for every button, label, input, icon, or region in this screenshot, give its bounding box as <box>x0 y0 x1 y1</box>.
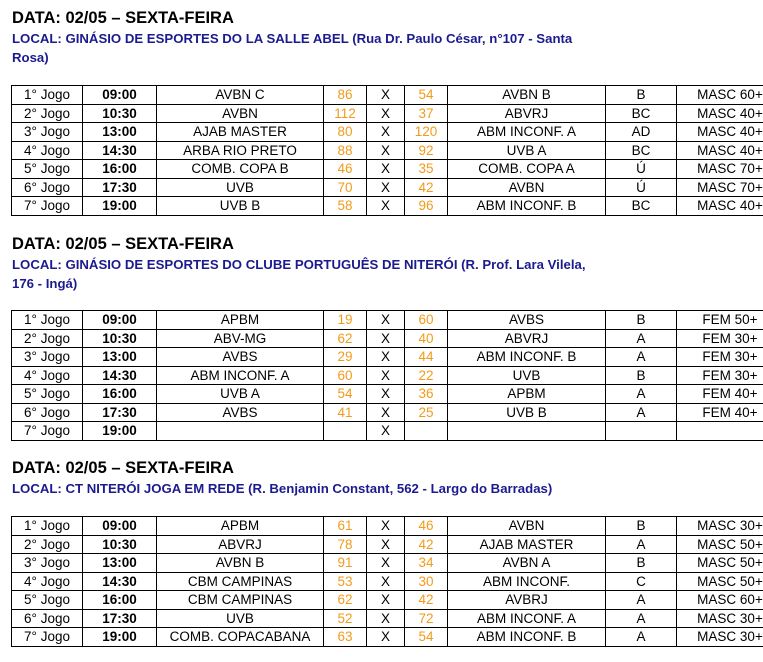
home-team-cell: UVB B <box>157 197 324 216</box>
table-row <box>12 197 763 216</box>
home-team-cell: UVB <box>157 609 324 628</box>
location-line: LOCAL: GINÁSIO DE ESPORTES DO CLUBE PORTUGUÊS DE NITERÓI (R. Prof. Lara Vilela, <box>12 257 586 272</box>
home-team-cell: CBM CAMPINAS <box>157 572 324 591</box>
versus-cell: X <box>367 591 405 610</box>
group-cell: B <box>606 517 677 536</box>
home-score-cell: 58 <box>324 197 367 216</box>
away-score-cell: 42 <box>405 591 448 610</box>
location-line: LOCAL: GINÁSIO DE ESPORTES DO LA SALLE ABEL (Rua Dr. Paulo César, n°107 - Santa <box>12 31 573 46</box>
versus-cell: X <box>367 348 405 367</box>
away-score-cell: 34 <box>405 554 448 573</box>
versus-cell: X <box>367 572 405 591</box>
game-time-cell: 19:00 <box>83 628 157 647</box>
home-score-cell: 88 <box>324 141 367 160</box>
category-cell: MASC 40+ <box>677 123 763 142</box>
game-time-cell: 09:00 <box>83 86 157 105</box>
game-number-cell: 5° Jogo <box>12 160 83 179</box>
table-row <box>12 104 763 123</box>
category-cell: FEM 30+ <box>677 329 763 348</box>
table-row <box>12 141 763 160</box>
location-line: Rosa) <box>12 50 49 65</box>
away-score-cell: 37 <box>405 104 448 123</box>
category-cell: MASC 60+ <box>677 86 763 105</box>
game-number-cell: 4° Jogo <box>12 141 83 160</box>
away-score-cell: 22 <box>405 366 448 385</box>
home-score-cell: 70 <box>324 178 367 197</box>
table-row <box>12 422 763 441</box>
game-time-cell: 17:30 <box>83 178 157 197</box>
home-team-cell: UVB A <box>157 385 324 404</box>
away-team-cell: AVBN B <box>448 86 606 105</box>
home-score-cell: 80 <box>324 123 367 142</box>
group-cell: B <box>606 366 677 385</box>
table-row <box>12 591 763 610</box>
game-number-cell: 3° Jogo <box>12 554 83 573</box>
away-score-cell: 36 <box>405 385 448 404</box>
home-score-cell: 91 <box>324 554 367 573</box>
away-score-cell: 42 <box>405 535 448 554</box>
section-location <box>12 479 672 498</box>
game-number-cell: 7° Jogo <box>12 197 83 216</box>
home-team-cell <box>157 422 324 441</box>
away-score-cell: 54 <box>405 86 448 105</box>
versus-cell: X <box>367 403 405 422</box>
group-cell: A <box>606 329 677 348</box>
group-cell: AD <box>606 123 677 142</box>
away-score-cell: 54 <box>405 628 448 647</box>
away-score-cell <box>405 422 448 441</box>
home-score-cell: 54 <box>324 385 367 404</box>
home-score-cell: 53 <box>324 572 367 591</box>
group-cell: A <box>606 403 677 422</box>
group-cell: BC <box>606 141 677 160</box>
versus-cell: X <box>367 123 405 142</box>
home-team-cell: AVBS <box>157 403 324 422</box>
group-cell: A <box>606 591 677 610</box>
game-time-cell: 17:30 <box>83 609 157 628</box>
category-cell: FEM 40+ <box>677 385 763 404</box>
game-time-cell: 09:00 <box>83 311 157 330</box>
home-score-cell: 63 <box>324 628 367 647</box>
home-team-cell: APBM <box>157 311 324 330</box>
game-time-cell: 13:00 <box>83 348 157 367</box>
category-cell: FEM 30+ <box>677 366 763 385</box>
category-cell: MASC 30+ <box>677 628 763 647</box>
game-number-cell: 6° Jogo <box>12 403 83 422</box>
game-time-cell: 10:30 <box>83 104 157 123</box>
versus-cell: X <box>367 535 405 554</box>
home-score-cell: 86 <box>324 86 367 105</box>
category-cell: FEM 40+ <box>677 403 763 422</box>
away-team-cell: AVBN <box>448 517 606 536</box>
versus-cell: X <box>367 385 405 404</box>
game-time-cell: 10:30 <box>83 329 157 348</box>
category-cell: MASC 70+ <box>677 178 763 197</box>
category-cell: FEM 50+ <box>677 311 763 330</box>
game-time-cell: 16:00 <box>83 385 157 404</box>
games-table <box>11 85 763 216</box>
away-score-cell: 46 <box>405 517 448 536</box>
category-cell: MASC 40+ <box>677 197 763 216</box>
category-cell: MASC 30+ <box>677 609 763 628</box>
game-number-cell: 7° Jogo <box>12 422 83 441</box>
home-score-cell: 41 <box>324 403 367 422</box>
away-score-cell: 72 <box>405 609 448 628</box>
away-team-cell: ABM INCONF. B <box>448 348 606 367</box>
versus-cell: X <box>367 554 405 573</box>
table-row <box>12 329 763 348</box>
group-cell <box>606 422 677 441</box>
table-row <box>12 311 763 330</box>
away-score-cell: 30 <box>405 572 448 591</box>
away-team-cell: UVB <box>448 366 606 385</box>
section-location <box>12 29 672 67</box>
away-team-cell <box>448 422 606 441</box>
category-cell: MASC 50+ <box>677 572 763 591</box>
table-row <box>12 535 763 554</box>
home-score-cell: 61 <box>324 517 367 536</box>
home-team-cell: AVBS <box>157 348 324 367</box>
away-score-cell: 40 <box>405 329 448 348</box>
category-cell: MASC 60+ <box>677 591 763 610</box>
home-team-cell: ARBA RIO PRETO <box>157 141 324 160</box>
away-score-cell: 96 <box>405 197 448 216</box>
away-team-cell: ABM INCONF. <box>448 572 606 591</box>
versus-cell: X <box>367 141 405 160</box>
section-date-title: DATA: 02/05 – SEXTA-FEIRA <box>12 235 234 253</box>
category-cell: MASC 50+ <box>677 535 763 554</box>
away-score-cell: 44 <box>405 348 448 367</box>
group-cell: A <box>606 609 677 628</box>
home-score-cell <box>324 422 367 441</box>
category-cell: MASC 40+ <box>677 104 763 123</box>
home-team-cell: ABM INCONF. A <box>157 366 324 385</box>
home-score-cell: 112 <box>324 104 367 123</box>
table-row <box>12 403 763 422</box>
section-date-title: DATA: 02/05 – SEXTA-FEIRA <box>12 9 234 27</box>
versus-cell: X <box>367 197 405 216</box>
home-score-cell: 60 <box>324 366 367 385</box>
section-location <box>12 255 672 293</box>
group-cell: Ú <box>606 160 677 179</box>
table-row <box>12 366 763 385</box>
home-score-cell: 19 <box>324 311 367 330</box>
group-cell: A <box>606 628 677 647</box>
home-score-cell: 29 <box>324 348 367 367</box>
away-team-cell: AJAB MASTER <box>448 535 606 554</box>
game-number-cell: 3° Jogo <box>12 123 83 142</box>
game-time-cell: 16:00 <box>83 160 157 179</box>
versus-cell: X <box>367 178 405 197</box>
table-row <box>12 160 763 179</box>
versus-cell: X <box>367 104 405 123</box>
group-cell: A <box>606 385 677 404</box>
game-number-cell: 1° Jogo <box>12 311 83 330</box>
away-team-cell: ABM INCONF. B <box>448 197 606 216</box>
game-time-cell: 14:30 <box>83 141 157 160</box>
category-cell: MASC 70+ <box>677 160 763 179</box>
category-cell: MASC 50+ <box>677 554 763 573</box>
home-team-cell: COMB. COPA B <box>157 160 324 179</box>
away-team-cell: COMB. COPA A <box>448 160 606 179</box>
table-row <box>12 348 763 367</box>
group-cell: B <box>606 311 677 330</box>
game-number-cell: 7° Jogo <box>12 628 83 647</box>
home-score-cell: 52 <box>324 609 367 628</box>
location-line: LOCAL: CT NITERÓI JOGA EM REDE (R. Benjamin Constant, 562 - Largo do Barradas) <box>12 481 553 496</box>
home-team-cell: AJAB MASTER <box>157 123 324 142</box>
games-table <box>11 516 763 647</box>
away-score-cell: 25 <box>405 403 448 422</box>
game-time-cell: 10:30 <box>83 535 157 554</box>
game-time-cell: 14:30 <box>83 572 157 591</box>
table-row <box>12 385 763 404</box>
versus-cell: X <box>367 311 405 330</box>
away-team-cell: UVB B <box>448 403 606 422</box>
group-cell: BC <box>606 104 677 123</box>
location-line: 176 - Ingá) <box>12 276 78 291</box>
games-table <box>11 310 763 441</box>
away-team-cell: UVB A <box>448 141 606 160</box>
versus-cell: X <box>367 517 405 536</box>
game-number-cell: 6° Jogo <box>12 609 83 628</box>
category-cell <box>677 422 763 441</box>
game-time-cell: 09:00 <box>83 517 157 536</box>
game-number-cell: 2° Jogo <box>12 104 83 123</box>
home-score-cell: 78 <box>324 535 367 554</box>
table-row <box>12 609 763 628</box>
game-number-cell: 6° Jogo <box>12 178 83 197</box>
category-cell: MASC 30+ <box>677 517 763 536</box>
group-cell: A <box>606 348 677 367</box>
versus-cell: X <box>367 86 405 105</box>
table-row <box>12 178 763 197</box>
game-time-cell: 17:30 <box>83 403 157 422</box>
home-team-cell: COMB. COPACABANA <box>157 628 324 647</box>
table-row <box>12 86 763 105</box>
home-team-cell: APBM <box>157 517 324 536</box>
group-cell: Ú <box>606 178 677 197</box>
game-number-cell: 3° Jogo <box>12 348 83 367</box>
group-cell: B <box>606 86 677 105</box>
versus-cell: X <box>367 160 405 179</box>
game-time-cell: 19:00 <box>83 422 157 441</box>
away-team-cell: AVBRJ <box>448 591 606 610</box>
section-date-title: DATA: 02/05 – SEXTA-FEIRA <box>12 459 234 477</box>
game-number-cell: 4° Jogo <box>12 572 83 591</box>
away-score-cell: 92 <box>405 141 448 160</box>
versus-cell: X <box>367 422 405 441</box>
game-number-cell: 1° Jogo <box>12 517 83 536</box>
home-team-cell: CBM CAMPINAS <box>157 591 324 610</box>
home-team-cell: ABV-MG <box>157 329 324 348</box>
home-team-cell: ABVRJ <box>157 535 324 554</box>
game-time-cell: 13:00 <box>83 123 157 142</box>
away-team-cell: ABM INCONF. A <box>448 609 606 628</box>
table-row <box>12 517 763 536</box>
away-team-cell: ABM INCONF. A <box>448 123 606 142</box>
table-row <box>12 628 763 647</box>
home-team-cell: AVBN <box>157 104 324 123</box>
game-time-cell: 13:00 <box>83 554 157 573</box>
home-score-cell: 62 <box>324 329 367 348</box>
group-cell: C <box>606 572 677 591</box>
group-cell: A <box>606 535 677 554</box>
versus-cell: X <box>367 609 405 628</box>
away-score-cell: 60 <box>405 311 448 330</box>
away-score-cell: 120 <box>405 123 448 142</box>
game-number-cell: 5° Jogo <box>12 591 83 610</box>
table-row <box>12 572 763 591</box>
game-number-cell: 5° Jogo <box>12 385 83 404</box>
away-team-cell: ABM INCONF. B <box>448 628 606 647</box>
game-time-cell: 16:00 <box>83 591 157 610</box>
versus-cell: X <box>367 366 405 385</box>
away-score-cell: 35 <box>405 160 448 179</box>
away-team-cell: AVBN A <box>448 554 606 573</box>
away-team-cell: ABVRJ <box>448 104 606 123</box>
game-number-cell: 1° Jogo <box>12 86 83 105</box>
game-time-cell: 14:30 <box>83 366 157 385</box>
away-team-cell: AVBS <box>448 311 606 330</box>
away-team-cell: APBM <box>448 385 606 404</box>
table-row <box>12 554 763 573</box>
category-cell: FEM 30+ <box>677 348 763 367</box>
group-cell: BC <box>606 197 677 216</box>
away-score-cell: 42 <box>405 178 448 197</box>
game-number-cell: 2° Jogo <box>12 329 83 348</box>
home-team-cell: AVBN B <box>157 554 324 573</box>
away-team-cell: ABVRJ <box>448 329 606 348</box>
home-score-cell: 46 <box>324 160 367 179</box>
table-row <box>12 123 763 142</box>
away-team-cell: AVBN <box>448 178 606 197</box>
home-team-cell: AVBN C <box>157 86 324 105</box>
home-score-cell: 62 <box>324 591 367 610</box>
game-time-cell: 19:00 <box>83 197 157 216</box>
versus-cell: X <box>367 628 405 647</box>
category-cell: MASC 40+ <box>677 141 763 160</box>
game-number-cell: 4° Jogo <box>12 366 83 385</box>
game-number-cell: 2° Jogo <box>12 535 83 554</box>
versus-cell: X <box>367 329 405 348</box>
home-team-cell: UVB <box>157 178 324 197</box>
group-cell: B <box>606 554 677 573</box>
